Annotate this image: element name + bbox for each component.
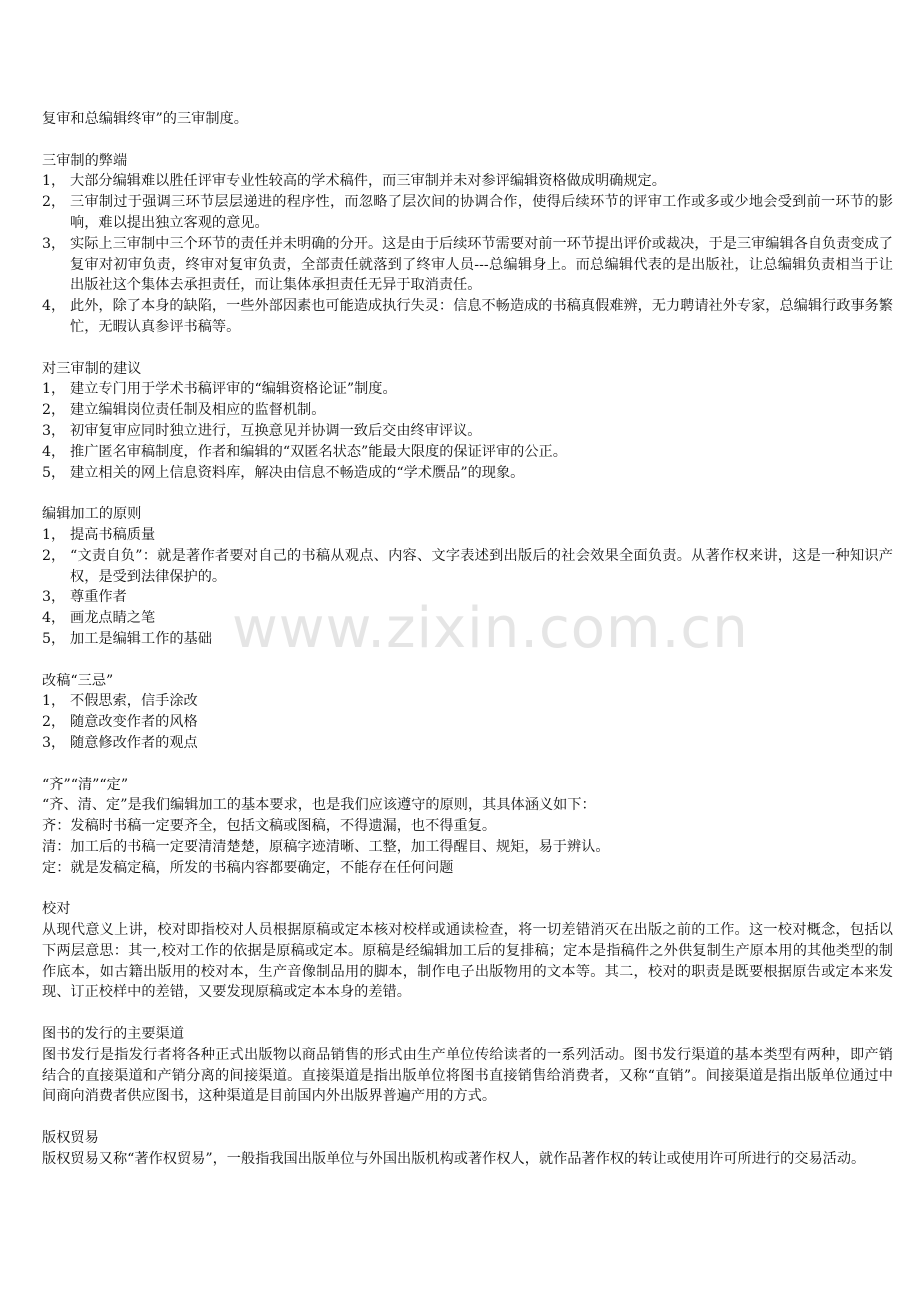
item-text: 实际上三审制中三个环节的责任并未明确的分开。这是由于后续环节需要对前一环节提出评价或裁决，于是三审编辑各自负责变成了复审对初审负责，终审对复审负责，全部责任就落到了终审人员---总编辑身上。而总编辑代表的是出版社，让总编辑负责相当于让出版社这个集体去承担责任，而让集体承担责任无异于取消责任。: [70, 235, 893, 294]
section-heading: 图书的发行的主要渠道: [42, 1026, 184, 1043]
section-taboos: [42, 671, 893, 754]
item-number: 4，: [42, 443, 66, 460]
item-text: 画龙点睛之笔: [70, 610, 156, 627]
section-heading: 版权贸易: [42, 1130, 99, 1147]
section-heading: 校对: [42, 901, 71, 918]
section-heading: 对三审制的建议: [42, 360, 142, 377]
item-text: 尊重作者: [70, 589, 127, 606]
item-text: 此外，除了本身的缺陷，一些外部因素也可能造成执行失灵：信息不畅造成的书稿真假难辨，无力聘请社外专家，总编辑行政事务繁忙，无暇认真参评书稿等。: [70, 298, 893, 335]
item-number: 1，: [42, 526, 66, 543]
item-number: 4，: [42, 298, 66, 315]
item-number: 2，: [42, 194, 66, 211]
list-item: [42, 400, 893, 421]
item-number: 3，: [42, 422, 66, 439]
section-suggestions: [42, 359, 893, 484]
item-text: 三审制过于强调三环节层层递进的程序性，而忽略了层次间的协调合作，使得后续环节的评审工作或多或少地会受到前一环节的影响，难以提出独立客观的意见。: [70, 194, 893, 231]
list-item: [42, 379, 893, 400]
paragraph-body: 版权贸易又称“著作权贸易”，一般指我国出版单位与外国出版机构或著作权人，就作品著作权的转让或使用许可所进行的交易活动。: [42, 1150, 866, 1167]
section-drawbacks: [42, 151, 893, 338]
item-text: 不假思索，信手涂改: [70, 693, 198, 710]
item-number: 3，: [42, 734, 66, 751]
item-number: 5，: [42, 464, 66, 481]
paragraph-line: 定：就是发稿定稿，所发的书稿内容都要确定，不能存在任何问题: [42, 859, 454, 876]
paragraph-body: 从现代意义上讲，校对即指校对人员根据原稿或定本核对校样或通读检查，将一切差错消灭在出版之前的工作。这一校对概念，包括以下两层意思：其一,校对工作的依据是原稿或定本。原稿是经编辑加工后的复排稿；定本是指稿件之外供复制生产原本用的其他类型的制作底本，如古籍出版用的校对本，生产音像制品用的脚本，制作电子出版物用的文本等。其二，校对的职责是既要根据原告或定本来发现、订正校样中的差错，又要发现原稿或定本本身的差错。: [42, 922, 893, 1001]
section-heading: 改稿“三忌”: [42, 672, 114, 689]
paragraph-line: 清：加工后的书稿一定要清清楚楚，原稿字迹清晰、工整，加工得醒目、规矩，易于辨认。: [42, 838, 610, 855]
paragraph-line: “齐、清、定”是我们编辑加工的基本要求，也是我们应该遵守的原则，其具体涵义如下：: [42, 797, 596, 814]
item-number: 2，: [42, 714, 66, 731]
item-text: 随意修改作者的观点: [70, 734, 198, 751]
list-item: [42, 296, 893, 338]
intro-line: 复审和总编辑终审”的三审制度。: [42, 111, 248, 127]
item-number: 1，: [42, 693, 66, 710]
item-number: 2，: [42, 547, 66, 564]
section-heading: “齐”“清”“定”: [42, 776, 129, 793]
list-item: [42, 546, 893, 588]
section-proofreading: [42, 899, 893, 1003]
list-item: [42, 712, 893, 733]
item-number: 1，: [42, 381, 66, 398]
item-text: “文责自负”：就是著作者要对自己的书稿从观点、内容、文字表述到出版后的社会效果全面负责。从著作权来讲，这是一种知识产权，是受到法律保护的。: [70, 547, 893, 585]
list-item: [42, 171, 893, 192]
item-text: 加工是编辑工作的基础: [70, 630, 212, 647]
item-text: 建立编辑岗位责任制及相应的监督机制。: [70, 402, 326, 419]
item-number: 4，: [42, 610, 66, 627]
paragraph-line: 齐：发稿时书稿一定要齐全，包括文稿或图稿，不得遗漏，也不得重复。: [42, 818, 497, 835]
section-distribution-channels: [42, 1024, 893, 1107]
item-number: 1，: [42, 173, 66, 190]
list-item: [42, 192, 893, 234]
item-number: 2，: [42, 402, 66, 419]
section-qi-qing-ding: [42, 775, 893, 879]
list-item: [42, 691, 893, 712]
list-item: [42, 421, 893, 442]
list-item: [42, 733, 893, 754]
list-item: [42, 442, 893, 463]
item-text: 大部分编辑难以胜任评审专业性较高的学术稿件，而三审制并未对参评编辑资格做成明确规定。: [70, 173, 666, 190]
list-item: [42, 525, 893, 546]
watermark: www.zixin.com.cn: [232, 596, 749, 661]
section-copyright-trade: [42, 1128, 893, 1170]
item-text: 初审复审应同时独立进行，互换意见并协调一致后交由终审评议。: [70, 422, 482, 439]
paragraph-body: 图书发行是指发行者将各种正式出版物以商品销售的形式由生产单位传给读者的一系列活动。图书发行渠道的基本类型有两种，即产销结合的直接渠道和产销分离的间接渠道。直接渠道是指出版单位将图书直接销售给消费者，又称“直销”。间接渠道是指出版单位通过中间商向消费者供应图书，这种渠道是目前国内外出版界普遍产用的方式。: [42, 1046, 893, 1105]
item-text: 推广匿名审稿制度，作者和编辑的“双匿名状态”能最大限度的保证评审的公正。: [70, 443, 567, 460]
list-item: [42, 463, 893, 484]
item-text: 建立相关的网上信息资料库，解决由信息不畅造成的“学术赝品”的现象。: [70, 464, 525, 481]
item-number: 3，: [42, 589, 66, 606]
item-text: 提高书稿质量: [70, 526, 156, 543]
item-text: 建立专门用于学术书稿评审的“编辑资格论证”制度。: [70, 381, 397, 398]
section-heading: 编辑加工的原则: [42, 506, 142, 523]
item-text: 随意改变作者的风格: [70, 714, 198, 731]
list-item: [42, 234, 893, 296]
item-number: 3，: [42, 235, 66, 252]
item-number: 5，: [42, 630, 66, 647]
section-heading: 三审制的弊端: [42, 152, 128, 169]
